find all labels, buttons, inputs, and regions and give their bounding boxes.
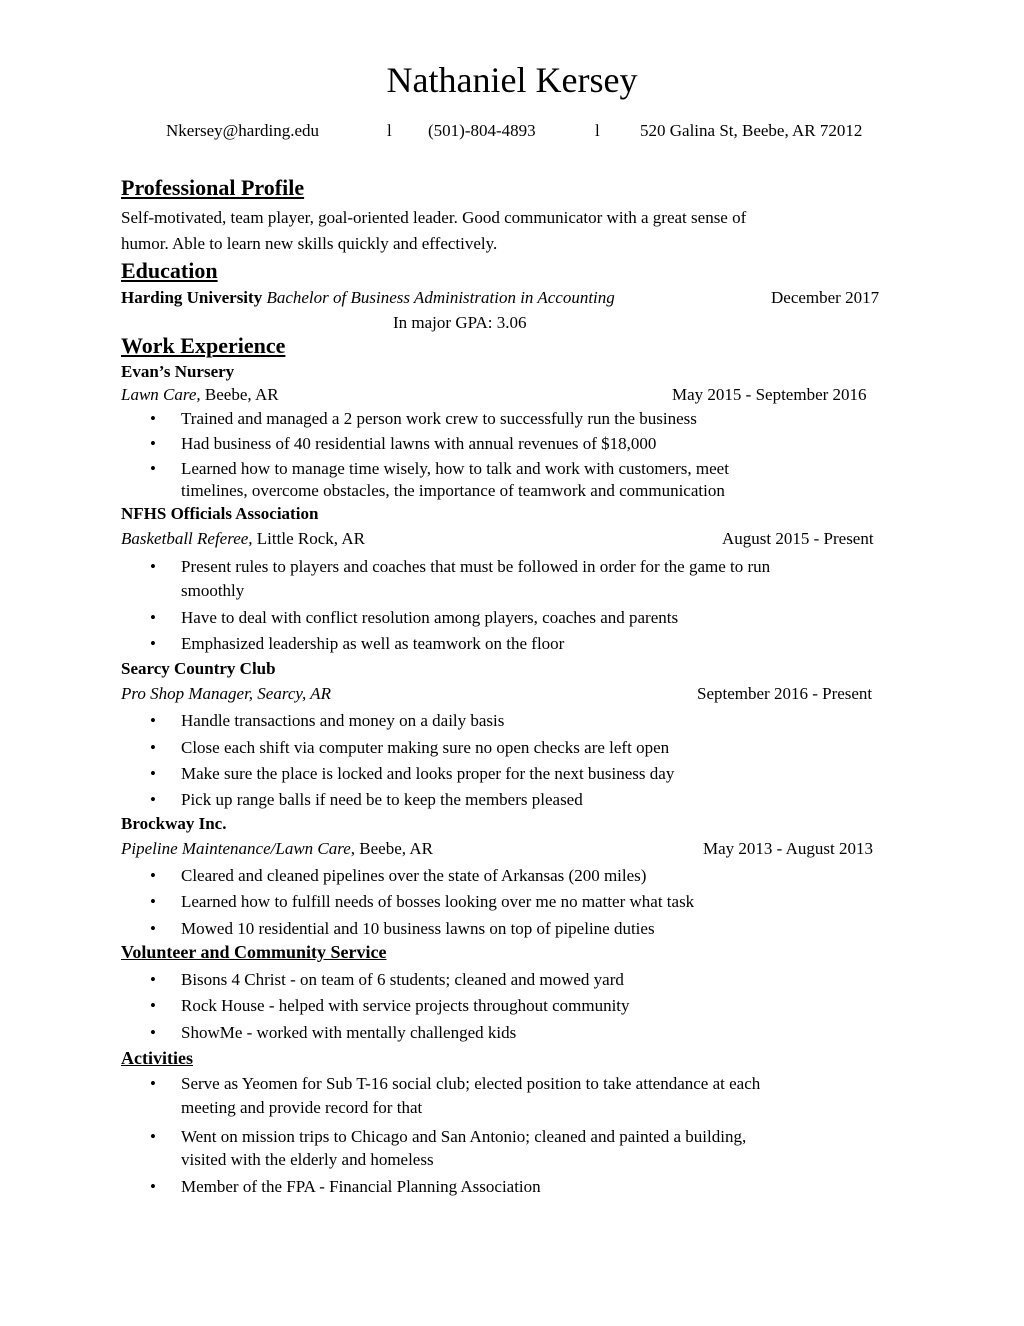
- bullet-text: Cleared and cleaned pipelines over the state of Arkansas (200 miles): [181, 866, 647, 885]
- bullet-glyph: •: [150, 711, 156, 730]
- degree: Bachelor of Business Administration in Accounting: [266, 288, 615, 307]
- bullet-glyph: •: [150, 892, 156, 911]
- bullet-text: Trained and managed a 2 person work crew to successfully run the business: [181, 409, 697, 428]
- company-name: Brockway Inc.: [121, 814, 227, 833]
- job-location: Little Rock, AR: [252, 529, 365, 548]
- bullet-glyph: •: [150, 764, 156, 783]
- bullet-glyph: •: [150, 970, 156, 989]
- bullet-text: Serve as Yeomen for Sub T-16 social club; elected position to take attendance at each: [181, 1074, 761, 1093]
- bullet-text: Member of the FPA - Financial Planning Association: [181, 1177, 541, 1196]
- address: 520 Galina St, Beebe, AR 72012: [640, 121, 863, 140]
- company-name: Evan’s Nursery: [121, 362, 235, 381]
- education-date: December 2017: [771, 288, 880, 307]
- bullet-text: visited with the elderly and homeless: [181, 1150, 434, 1169]
- bullet-text: Present rules to players and coaches that must be followed in order for the game to run: [181, 557, 771, 576]
- bullet-glyph: •: [150, 459, 156, 478]
- bullet-glyph: •: [150, 738, 156, 757]
- bullet-text: meeting and provide record for that: [181, 1098, 423, 1117]
- bullet-text: smoothly: [181, 581, 245, 600]
- separator: l: [387, 121, 392, 140]
- job-location: , Beebe, AR: [350, 839, 433, 858]
- bullet-text: Close each shift via computer making sure no open checks are left open: [181, 738, 670, 757]
- job-role: Pipeline Maintenance/Lawn Care: [121, 839, 351, 858]
- bullet-glyph: •: [150, 866, 156, 885]
- education-line: [121, 287, 615, 309]
- bullet-glyph: •: [150, 608, 156, 627]
- section-heading-work: Work Experience: [121, 333, 286, 358]
- bullet-text: Have to deal with conflict resolution among players, coaches and parents: [181, 608, 679, 627]
- phone: (501)-804-4893: [428, 121, 536, 140]
- bullet-glyph: •: [150, 919, 156, 938]
- job-role: Basketball Referee,: [121, 529, 253, 548]
- job-role-line: [121, 384, 279, 406]
- section-heading-profile: Professional Profile: [121, 175, 305, 200]
- bullet-text: Learned how to manage time wisely, how to talk and work with customers, meet: [181, 459, 729, 478]
- bullet-text: Emphasized leadership as well as teamwork on the floor: [181, 634, 565, 653]
- job-dates: September 2016 - Present: [697, 684, 873, 703]
- job-location: Beebe, AR: [200, 385, 279, 404]
- bullet-text: Rock House - helped with service projects throughout community: [181, 996, 630, 1015]
- bullet-text: Pick up range balls if need be to keep the members pleased: [181, 790, 583, 809]
- job-dates: May 2015 - September 2016: [672, 385, 867, 404]
- bullet-glyph: •: [150, 790, 156, 809]
- bullet-text: Handle transactions and money on a daily basis: [181, 711, 505, 730]
- bullet-text: Make sure the place is locked and looks proper for the next business day: [181, 764, 675, 783]
- section-heading-volunteer: Volunteer and Community Service: [121, 942, 387, 962]
- bullet-glyph: •: [150, 1127, 156, 1146]
- bullet-glyph: •: [150, 634, 156, 653]
- section-heading-education: Education: [121, 258, 218, 283]
- section-heading-activities: Activities: [121, 1048, 193, 1068]
- bullet-glyph: •: [150, 1023, 156, 1042]
- email: Nkersey@harding.edu: [166, 121, 320, 140]
- company-name: NFHS Officials Association: [121, 504, 319, 523]
- job-role-line: [121, 683, 331, 705]
- bullet-text: Mowed 10 residential and 10 business lawns on top of pipeline duties: [181, 919, 655, 938]
- gpa: In major GPA: 3.06: [393, 313, 527, 332]
- bullet-glyph: •: [150, 557, 156, 576]
- job-role: Pro Shop Manager, Searcy, AR: [121, 684, 331, 703]
- job-dates: May 2013 - August 2013: [703, 839, 873, 858]
- school-name: Harding University: [121, 288, 263, 307]
- profile-text: Self-motivated, team player, goal-oriented leader. Good communicator with a great sense of: [121, 208, 747, 227]
- candidate-name: Nathaniel Kersey: [386, 60, 638, 100]
- job-role-line: [121, 528, 365, 550]
- company-name: Searcy Country Club: [121, 659, 276, 678]
- job-dates: August 2015 - Present: [722, 529, 874, 548]
- bullet-text: Went on mission trips to Chicago and San Antonio; cleaned and painted a building,: [181, 1127, 747, 1146]
- bullet-text: Had business of 40 residential lawns with annual revenues of $18,000: [181, 434, 657, 453]
- bullet-text: Learned how to fulfill needs of bosses looking over me no matter what task: [181, 892, 695, 911]
- bullet-glyph: •: [150, 1177, 156, 1196]
- profile-text: humor. Able to learn new skills quickly and effectively.: [121, 234, 498, 253]
- separator: l: [595, 121, 600, 140]
- bullet-glyph: •: [150, 996, 156, 1015]
- job-role-line: [121, 838, 433, 860]
- bullet-glyph: •: [150, 434, 156, 453]
- job-role: Lawn Care,: [121, 385, 201, 404]
- bullet-glyph: •: [150, 1074, 156, 1093]
- bullet-text: Bisons 4 Christ - on team of 6 students; cleaned and mowed yard: [181, 970, 624, 989]
- bullet-text: ShowMe - worked with mentally challenged kids: [181, 1023, 517, 1042]
- bullet-text: timelines, overcome obstacles, the importance of teamwork and communication: [181, 481, 725, 500]
- bullet-glyph: •: [150, 409, 156, 428]
